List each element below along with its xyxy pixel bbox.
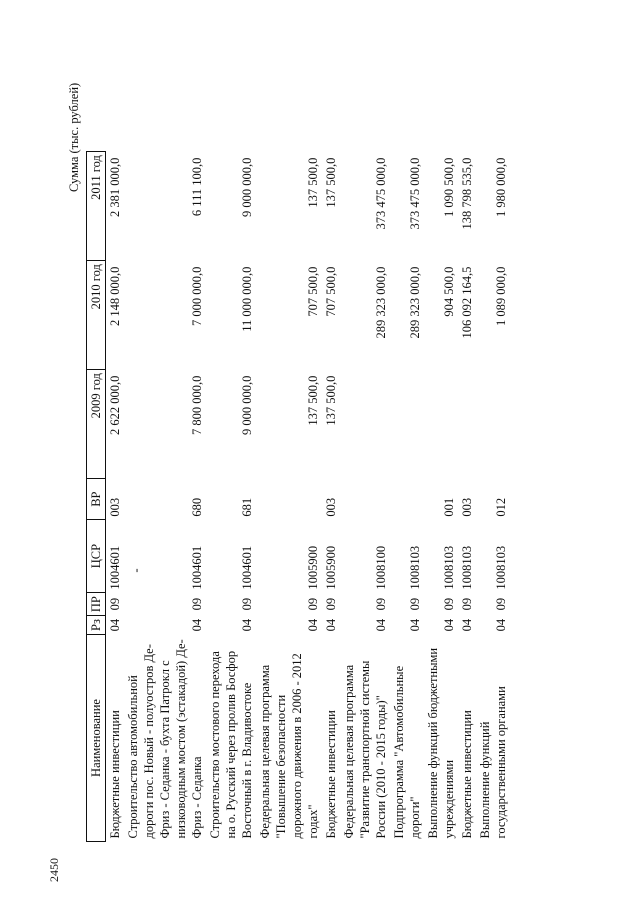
row-vr: [340, 479, 390, 520]
row-2011: 373 475 000,0: [374, 157, 388, 230]
table-row: [424, 152, 458, 842]
row-pr: 09: [108, 597, 122, 611]
row-name: Федеральная целевая программа "Развитие транспортной системы России (2010 - 2015 годы)": [342, 660, 388, 839]
row-name: Бюджетные инвестиции: [460, 710, 474, 839]
row-2010: 289 323 000,0: [408, 266, 422, 339]
row-2009: [476, 370, 510, 479]
row-csr: 1008103: [442, 545, 456, 590]
row-2009: 9 000 000,0: [240, 375, 254, 435]
header-row: [87, 152, 106, 842]
row-2011: 137 500,0: [324, 157, 338, 208]
row-csr-value: 1004601: [190, 545, 204, 590]
row-rz: 04: [324, 618, 338, 632]
row-csr: 1004601: [240, 545, 254, 590]
row-2011: 137 500,0: [306, 157, 320, 208]
row-csr: 1004601: [108, 545, 122, 590]
header-rz: Рз: [87, 616, 106, 635]
row-2010: 707 500,0: [324, 266, 338, 317]
row-vr: [390, 479, 424, 520]
row-vr: 003: [324, 497, 338, 517]
row-2009: 2 622 000,0: [108, 375, 122, 435]
table-row: [340, 152, 390, 842]
row-2010: 7 000 000,0: [190, 266, 204, 326]
units-label: Сумма (тыс. рублей): [67, 82, 81, 192]
row-rz: 04: [108, 618, 122, 632]
row-vr: 003: [108, 497, 122, 517]
row-name: Строительство мостового перехода на о. Русский через пролив Босфор Восточный в г. Владивостоке: [208, 650, 254, 839]
row-name: Выполнение функций государственными органами: [478, 686, 508, 839]
row-csr: [124, 520, 206, 593]
row-2010: 707 500,0: [306, 266, 320, 317]
row-2009: 137 500,0: [324, 375, 338, 426]
row-vr: 681: [240, 497, 254, 517]
row-name: Бюджетные инвестиции: [324, 710, 338, 839]
row-vr: 680: [190, 497, 204, 517]
header-name: Наименование: [87, 635, 106, 842]
row-name: Бюджетные инвестиции: [108, 710, 122, 839]
table-row: [476, 152, 510, 842]
row-2010: 11 000 000,0: [240, 266, 254, 332]
row-2009: 137 500,0: [306, 375, 320, 426]
row-rz: 04: [408, 618, 422, 632]
row-vr: 001: [442, 497, 456, 517]
table-row: [256, 152, 322, 842]
header-2009: 2009 год: [87, 370, 106, 479]
row-csr: 1008100: [374, 545, 388, 590]
row-rz: 04: [494, 618, 508, 632]
row-2009: [458, 370, 476, 479]
row-vr: 003: [460, 497, 474, 517]
row-name: Строительство автомобильной дороги пос. Новый - полуостров Де-Фриз - Седанка - бухта Патрокл с низководным мостом (эстакадой) Де-Фриз - Седанка: [126, 639, 204, 839]
row-pr: 09: [324, 597, 338, 611]
row-rz: 04: [442, 618, 456, 632]
table-row: [124, 152, 206, 842]
table-row: [390, 152, 424, 842]
row-csr: 1008103: [460, 545, 474, 590]
row-name: Федеральная целевая программа "Повышение безопасности дорожного движения в 2006 - 2012 годах": [258, 653, 320, 839]
table-row: [322, 152, 340, 842]
row-2010: 289 323 000,0: [374, 266, 388, 339]
table-row: [206, 152, 256, 842]
row-csr: 1008103: [408, 545, 422, 590]
row-rz: 04: [306, 618, 320, 632]
row-2011: 373 475 000,0: [408, 157, 422, 230]
header-2011: 2011 год: [87, 152, 106, 261]
table-row: [106, 152, 125, 842]
row-pr: 09: [306, 597, 320, 611]
row-pr: 09: [460, 597, 474, 611]
row-2011: 1 090 500,0: [442, 157, 456, 217]
row-2010: 106 092 164,5: [460, 266, 474, 339]
row-2011: 138 798 535,0: [460, 157, 474, 230]
header-csr: ЦСР: [87, 520, 106, 593]
row-2009: [340, 370, 390, 479]
row-2011: 6 111 100,0: [190, 157, 204, 217]
row-pr: 09: [408, 597, 422, 611]
row-2010: 904 500,0: [442, 266, 456, 317]
row-vr: 012: [494, 497, 508, 517]
budget-table: [86, 151, 510, 842]
row-2010: 1 089 000,0: [494, 266, 508, 326]
header-2010: 2010 год: [87, 261, 106, 370]
row-name: Подпрограмма "Автомобильные дороги": [392, 665, 422, 839]
row-csr: 1005900: [324, 545, 338, 590]
row-rz: 04: [460, 618, 474, 632]
row-2009: [424, 370, 458, 479]
row-rz: 04: [240, 618, 254, 632]
header-pr: ПР: [87, 593, 106, 616]
row-2011: 1 980 000,0: [494, 157, 508, 217]
row-pr: 09: [442, 597, 456, 611]
stray-dash-mark: -: [129, 568, 143, 573]
row-csr: 1008103: [494, 545, 508, 590]
row-2011: 2 381 000,0: [108, 157, 122, 217]
row-vr: [256, 479, 322, 520]
page-number: 2450: [47, 858, 61, 882]
row-rz: 04: [374, 618, 388, 632]
row-pr: 09: [190, 597, 204, 611]
table-row: [458, 152, 476, 842]
table-header: [87, 152, 106, 842]
row-pr: 09: [494, 597, 508, 611]
row-rz: 04: [190, 618, 204, 632]
row-2011: 9 000 000,0: [240, 157, 254, 217]
row-2010: 2 148 000,0: [108, 266, 122, 326]
row-pr: 09: [240, 597, 254, 611]
rotated-page: [47, 62, 554, 882]
row-2009: 7 800 000,0: [190, 375, 204, 435]
row-name: Выполнение функций бюджетными учреждениями: [426, 647, 456, 839]
row-pr: 09: [374, 597, 388, 611]
row-csr: 1005900: [306, 545, 320, 590]
row-2009: [390, 370, 424, 479]
table-body: [106, 152, 511, 842]
header-vr: ВР: [87, 479, 106, 520]
